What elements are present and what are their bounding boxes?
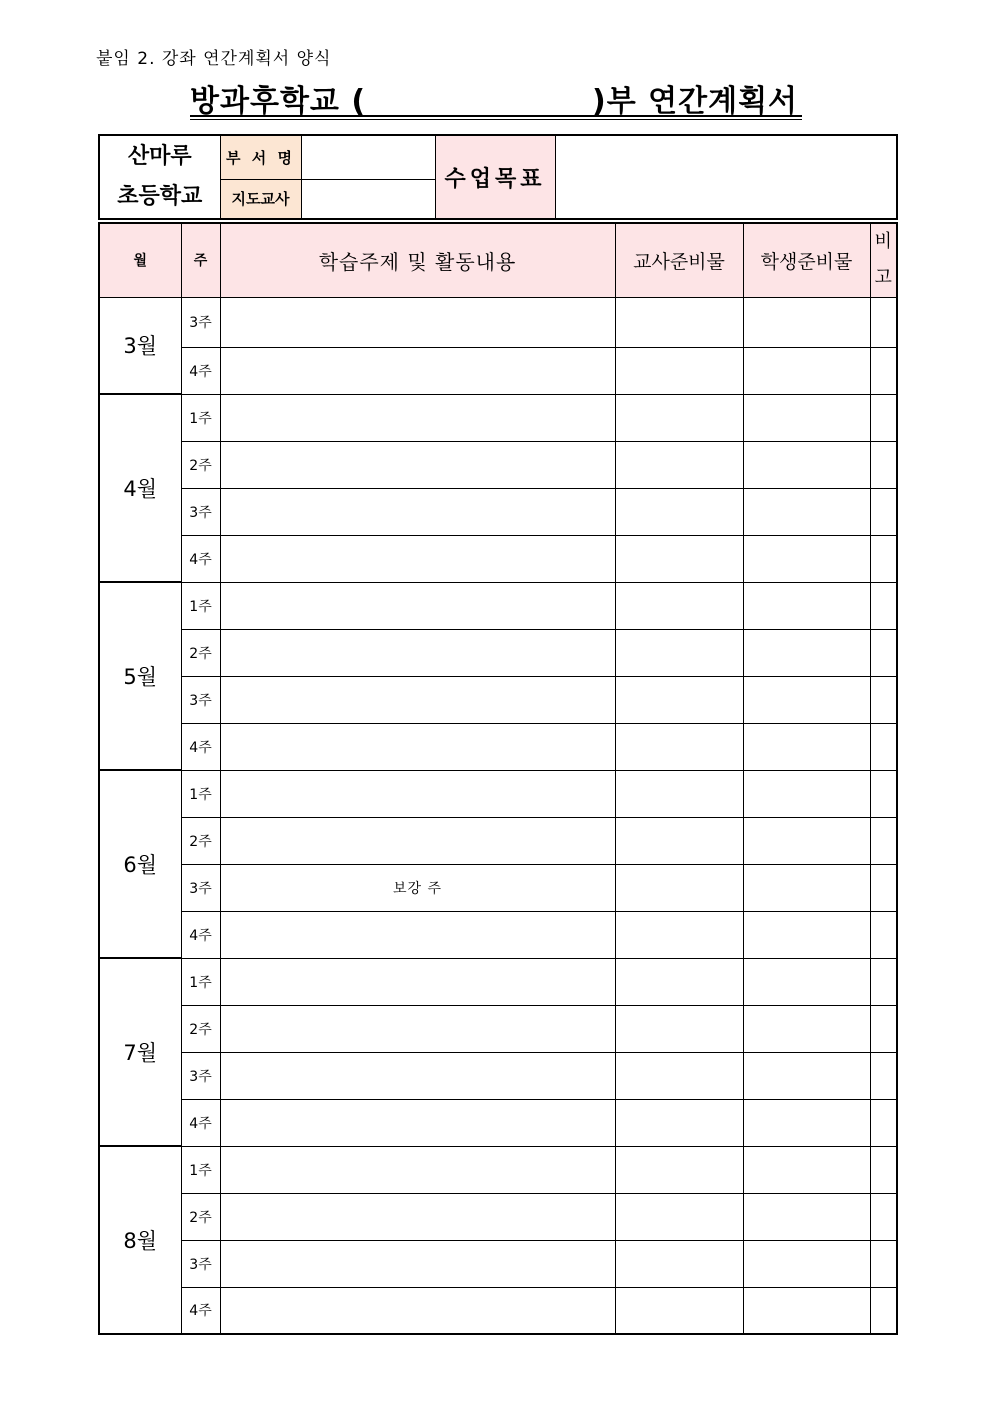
note-cell[interactable] [870,582,897,629]
note-cell[interactable] [870,535,897,582]
plan-table [98,222,898,1335]
teacher-materials-cell[interactable] [615,582,743,629]
week-row [99,1099,897,1146]
school-name-cell [99,135,220,219]
title-right: )부 연간계획서 [592,84,799,119]
student-materials-cell[interactable] [743,394,870,441]
topic-cell[interactable] [220,488,615,535]
info-table [98,134,898,220]
note-cell[interactable] [870,911,897,958]
student-materials-cell[interactable] [743,1287,870,1334]
week-row [99,1240,897,1287]
header-teacher-materials: 교사준비물 [615,223,743,297]
note-cell[interactable] [870,770,897,817]
week-row [99,1193,897,1240]
teacher-materials-cell[interactable] [615,1193,743,1240]
topic-cell[interactable]: 보강 주 [220,864,615,911]
week-cell: 3주 [181,297,220,347]
topic-cell[interactable] [220,723,615,770]
topic-cell[interactable] [220,911,615,958]
week-row [99,1052,897,1099]
teacher-materials-cell[interactable] [615,297,743,347]
student-materials-cell[interactable] [743,817,870,864]
note-cell[interactable] [870,394,897,441]
week-row [99,297,897,347]
teacher-materials-cell[interactable] [615,817,743,864]
week-cell: 3주 [181,864,220,911]
month-cell: 6월 [99,770,181,958]
student-materials-cell[interactable] [743,582,870,629]
note-cell[interactable] [870,488,897,535]
week-cell: 4주 [181,723,220,770]
goal-label: 수업목표 [435,135,555,219]
week-row [99,347,897,394]
note-cell[interactable] [870,297,897,347]
header-note-line1: 비 [874,231,892,253]
teacher-materials-cell[interactable] [615,958,743,1005]
week-cell: 1주 [181,582,220,629]
topic-cell[interactable] [220,1240,615,1287]
week-cell: 4주 [181,347,220,394]
teacher-materials-cell[interactable] [615,488,743,535]
topic-cell[interactable] [220,1193,615,1240]
week-row [99,958,897,1005]
week-cell: 1주 [181,770,220,817]
week-row [99,911,897,958]
topic-cell[interactable] [220,817,615,864]
student-materials-cell[interactable] [743,347,870,394]
week-cell: 3주 [181,676,220,723]
student-materials-cell[interactable] [743,1193,870,1240]
teacher-materials-cell[interactable] [615,629,743,676]
teacher-materials-cell[interactable] [615,347,743,394]
month-cell: 7월 [99,958,181,1146]
week-row [99,723,897,770]
month-cell: 8월 [99,1146,181,1334]
teacher-materials-cell[interactable] [615,1005,743,1052]
student-materials-cell[interactable] [743,1052,870,1099]
week-cell: 1주 [181,394,220,441]
week-cell: 3주 [181,1240,220,1287]
teacher-materials-cell[interactable] [615,676,743,723]
title-underline [190,115,802,117]
teacher-materials-cell[interactable] [615,1099,743,1146]
topic-cell[interactable] [220,347,615,394]
teacher-materials-cell[interactable] [615,441,743,488]
week-row [99,582,897,629]
week-cell: 2주 [181,817,220,864]
teacher-materials-cell[interactable] [615,1146,743,1193]
header-month: 월 [99,223,181,297]
page-title [190,76,802,119]
note-cell[interactable] [870,1240,897,1287]
teacher-value-field[interactable] [301,179,435,219]
week-row [99,676,897,723]
week-row [99,441,897,488]
teacher-materials-cell[interactable] [615,535,743,582]
title-underline-thin [190,119,802,120]
student-materials-cell[interactable] [743,297,870,347]
student-materials-cell[interactable] [743,770,870,817]
note-cell[interactable] [870,676,897,723]
teacher-materials-cell[interactable] [615,394,743,441]
dept-value-field[interactable] [301,135,435,179]
student-materials-cell[interactable] [743,1099,870,1146]
student-materials-cell[interactable] [743,441,870,488]
student-materials-cell[interactable] [743,958,870,1005]
week-cell: 2주 [181,1193,220,1240]
week-row [99,488,897,535]
topic-cell[interactable] [220,1005,615,1052]
note-cell[interactable] [870,1193,897,1240]
student-materials-cell[interactable] [743,676,870,723]
school-name-line2: 초등학교 [117,184,203,209]
week-row [99,1005,897,1052]
note-cell[interactable] [870,817,897,864]
week-cell: 1주 [181,1146,220,1193]
note-cell[interactable] [870,441,897,488]
note-cell[interactable] [870,629,897,676]
topic-cell[interactable] [220,1052,615,1099]
week-cell: 4주 [181,911,220,958]
teacher-materials-cell[interactable] [615,864,743,911]
teacher-label: 지도교사 [220,179,301,219]
week-cell: 2주 [181,629,220,676]
week-cell: 2주 [181,441,220,488]
note-cell[interactable] [870,1287,897,1334]
week-row [99,535,897,582]
note-cell[interactable] [870,1005,897,1052]
week-cell: 4주 [181,1287,220,1334]
teacher-materials-cell[interactable] [615,1240,743,1287]
week-row [99,817,897,864]
student-materials-cell[interactable] [743,1005,870,1052]
week-cell: 4주 [181,1099,220,1146]
note-cell[interactable] [870,723,897,770]
month-cell: 5월 [99,582,181,770]
note-cell[interactable] [870,1052,897,1099]
week-row [99,1146,897,1193]
dept-label: 부 서 명 [220,135,301,179]
header-week: 주 [181,223,220,297]
note-cell[interactable] [870,1099,897,1146]
goal-value-field[interactable] [555,135,897,219]
teacher-materials-cell[interactable] [615,770,743,817]
title-left: 방과후학교 ( [190,84,367,119]
student-materials-cell[interactable] [743,1146,870,1193]
teacher-materials-cell[interactable] [615,911,743,958]
week-cell: 1주 [181,958,220,1005]
student-materials-cell[interactable] [743,1240,870,1287]
note-cell[interactable] [870,864,897,911]
topic-cell[interactable] [220,297,615,347]
topic-cell[interactable] [220,535,615,582]
student-materials-cell[interactable] [743,488,870,535]
topic-cell[interactable] [220,441,615,488]
topic-cell[interactable] [220,582,615,629]
teacher-materials-cell[interactable] [615,1287,743,1334]
week-cell: 3주 [181,1052,220,1099]
week-cell: 4주 [181,535,220,582]
header-topic: 학습주제 및 활동내용 [220,223,615,297]
teacher-materials-cell[interactable] [615,723,743,770]
week-row [99,770,897,817]
note-cell[interactable] [870,347,897,394]
header-note-line2: 고 [874,267,892,289]
month-cell: 4월 [99,394,181,582]
topic-cell[interactable] [220,770,615,817]
week-row [99,864,897,911]
note-cell[interactable] [870,1146,897,1193]
student-materials-cell[interactable] [743,629,870,676]
week-cell: 3주 [181,488,220,535]
topic-cell[interactable] [220,1099,615,1146]
topic-cell[interactable] [220,1146,615,1193]
student-materials-cell[interactable] [743,723,870,770]
student-materials-cell[interactable] [743,864,870,911]
week-row [99,394,897,441]
header-note [870,223,897,297]
topic-cell[interactable] [220,1287,615,1334]
student-materials-cell[interactable] [743,911,870,958]
week-row [99,1287,897,1334]
note-cell[interactable] [870,958,897,1005]
teacher-materials-cell[interactable] [615,1052,743,1099]
attachment-label: 붙임 2. 강좌 연간계획서 양식 [96,49,332,69]
month-cell: 3월 [99,297,181,394]
week-cell: 2주 [181,1005,220,1052]
topic-cell[interactable] [220,629,615,676]
topic-cell[interactable] [220,394,615,441]
header-student-materials: 학생준비물 [743,223,870,297]
topic-cell[interactable] [220,958,615,1005]
school-name-line1: 산마루 [127,144,192,169]
week-row [99,629,897,676]
student-materials-cell[interactable] [743,535,870,582]
plan-body [99,297,897,1334]
topic-cell[interactable] [220,676,615,723]
